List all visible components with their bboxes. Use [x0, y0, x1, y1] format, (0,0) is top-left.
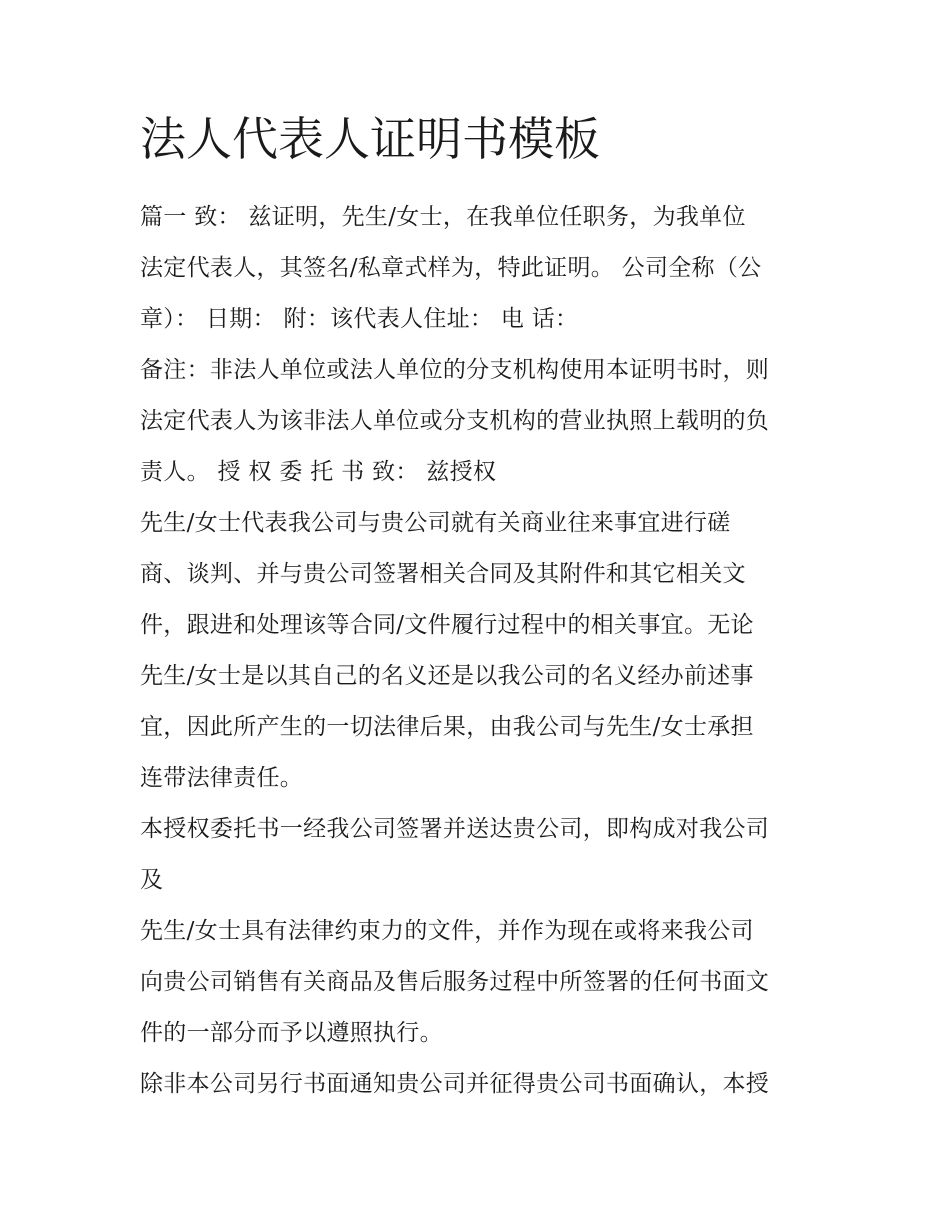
text-line: 先生/女士代表我公司与贵公司就有关商业往来事宜进行磋: [140, 510, 731, 536]
text-line: 及: [140, 867, 164, 893]
paragraph-certificate: [140, 192, 820, 345]
document-page: [140, 112, 820, 1110]
document-title: 法人代表人证明书模板: [140, 112, 600, 166]
text-line: 向贵公司销售有关商品及售后服务过程中所签署的任何书面文: [140, 969, 770, 995]
text-line: 责人。 授 权 委 托 书 致： 兹授权: [140, 459, 497, 485]
paragraph-note: [140, 345, 820, 498]
text-line: 宜，因此所产生的一切法律后果，由我公司与先生/女士承担: [140, 714, 754, 740]
text-line: 法定代表人，其签名/私章式样为，特此证明。 公司全称（公: [140, 255, 762, 281]
text-line: 商、谈判、并与贵公司签署相关合同及其附件和其它相关文: [140, 561, 746, 587]
text-line: 除非本公司另行书面通知贵公司并征得贵公司书面确认，本授: [140, 1071, 770, 1097]
text-line: 备注：非法人单位或法人单位的分支机构使用本证明书时，则: [140, 357, 770, 383]
paragraph-binding: [140, 804, 820, 906]
text-line: 件的一部分而予以遵照执行。: [140, 1020, 443, 1046]
text-line: 先生/女士是以其自己的名义还是以我公司的名义经办前述事: [140, 663, 754, 689]
paragraph-exception: [140, 1059, 820, 1110]
text-line: 先生/女士具有法律约束力的文件，并作为现在或将来我公司: [140, 918, 754, 944]
text-line: 本授权委托书一经我公司签署并送达贵公司，即构成对我公司: [140, 816, 770, 842]
text-line: 连带法律责任。: [140, 765, 304, 791]
text-line: 件，跟进和处理该等合同/文件履行过程中的相关事宜。无论: [140, 612, 754, 638]
text-line: 章）： 日期： 附：该代表人住址： 电 话：: [140, 306, 579, 332]
paragraph-authorization: [140, 498, 820, 804]
text-line: 篇一 致： 兹证明，先生/女士，在我单位任职务，为我单位: [140, 204, 746, 230]
paragraph-legal-effect: [140, 906, 820, 1059]
text-line: 法定代表人为该非法人单位或分支机构的营业执照上载明的负: [140, 408, 770, 434]
